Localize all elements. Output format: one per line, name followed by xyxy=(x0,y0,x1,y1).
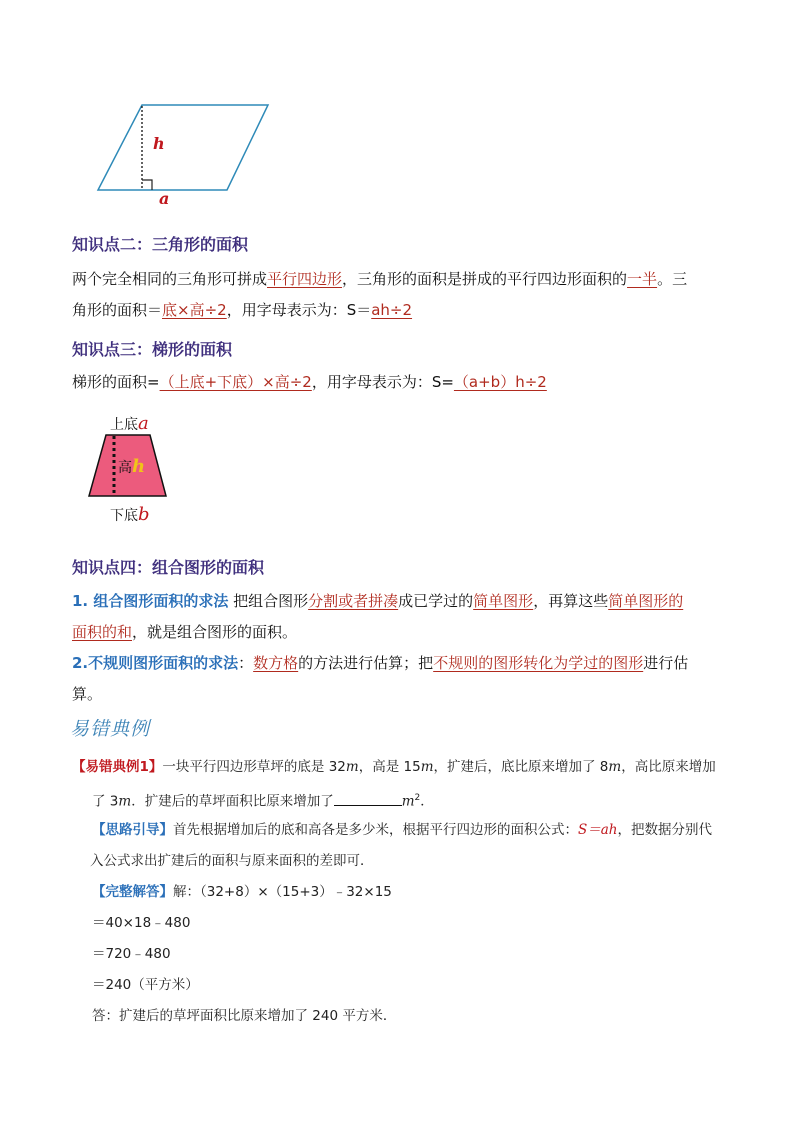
trapezoid-height-var: h xyxy=(132,456,146,477)
parallelogram-h-label: h xyxy=(153,134,165,153)
example-hint: 【思路引导】首先根据增加后的底和高各是多少米，根据平行四边形的面积公式：S＝ah，把数据分别代 入公式求出扩建后的面积与原来面积的差即可． xyxy=(90,822,712,869)
answer-tag: 【完整解答】 xyxy=(92,884,173,900)
k3-paragraph: 梯形的面积=（上底+下底）×高÷2，用字母表示为：S=（a+b）h÷2 xyxy=(72,373,547,391)
k4-title: 知识点四：组合图形的面积 xyxy=(72,558,265,577)
k3-title: 知识点三：梯形的面积 xyxy=(72,340,233,359)
k2-answer-letter-formula: ah÷2 xyxy=(371,301,413,319)
parallelogram-figure xyxy=(90,98,280,213)
k2-answer-formula: 底×高÷2 xyxy=(162,301,227,319)
example-tag: 【易错典例1】 xyxy=(72,759,163,775)
k4-p2-heading: 2.不规则图形面积的求法 xyxy=(72,654,239,672)
k4-paragraph-2: 2.不规则图形面积的求法：数方格的方法进行估算；把不规则的图形转化为学过的图形进行估 算。 xyxy=(72,654,689,703)
example-question: 【易错典例1】一块平行四边形草坪的底是 32m，高是 15m，扩建后，底比原来增加了 8m，高比原来增加 了 3m．扩建后的草坪面积比原来增加了 $m^2$． xyxy=(72,759,716,810)
example-answer: 【完整解答】解：（32+8）×（15+3）﹣32×15 ＝40×18﹣480 ＝720﹣480 ＝240（平方米） 答：扩建后的草坪面积比原来增加了 240 平方米． xyxy=(92,884,397,1024)
trapezoid-top-var: a xyxy=(138,413,149,434)
k2-answer-parallelogram: 平行四边形 xyxy=(267,270,343,288)
trapezoid-top-label: 上底a xyxy=(110,413,149,434)
k2-line1: 两个完全相同的三角形可拼成平行四边形，三角形的面积是拼成的平行四边形面积的一半。三 xyxy=(72,270,688,288)
right-angle-mark xyxy=(142,180,152,190)
answer-blank[interactable] xyxy=(334,791,402,806)
trapezoid-bottom-label: 下底b xyxy=(110,504,150,525)
k2-title: 知识点二：三角形的面积 xyxy=(72,235,249,254)
trapezoid-bottom-var: b xyxy=(138,504,150,525)
parallelogram-a-label: a xyxy=(159,189,170,208)
k2-answer-half: 一半 xyxy=(627,270,658,288)
section-script-heading: 易错典例 xyxy=(70,718,151,740)
k2-line2: 角形的面积＝底×高÷2，用字母表示为：S＝ah÷2 xyxy=(72,301,413,319)
parallelogram-shape xyxy=(98,105,268,190)
hint-tag: 【思路引导】 xyxy=(92,822,173,838)
k4-paragraph-1: 1. 组合图形面积的求法 把组合图形分割或者拼凑成已学过的简单图形，再算这些简单图形的 面积的和，就是组合图形的面积。 xyxy=(72,592,684,641)
trapezoid-height-label: 高h xyxy=(118,456,146,477)
k4-p1-heading: 1. 组合图形面积的求法 xyxy=(72,592,229,610)
k2-paragraph xyxy=(72,264,732,326)
k3-answer-formula: （上底+下底）×高÷2 xyxy=(159,373,312,391)
k3-answer-letter-formula: （a+b）h÷2 xyxy=(453,373,547,391)
